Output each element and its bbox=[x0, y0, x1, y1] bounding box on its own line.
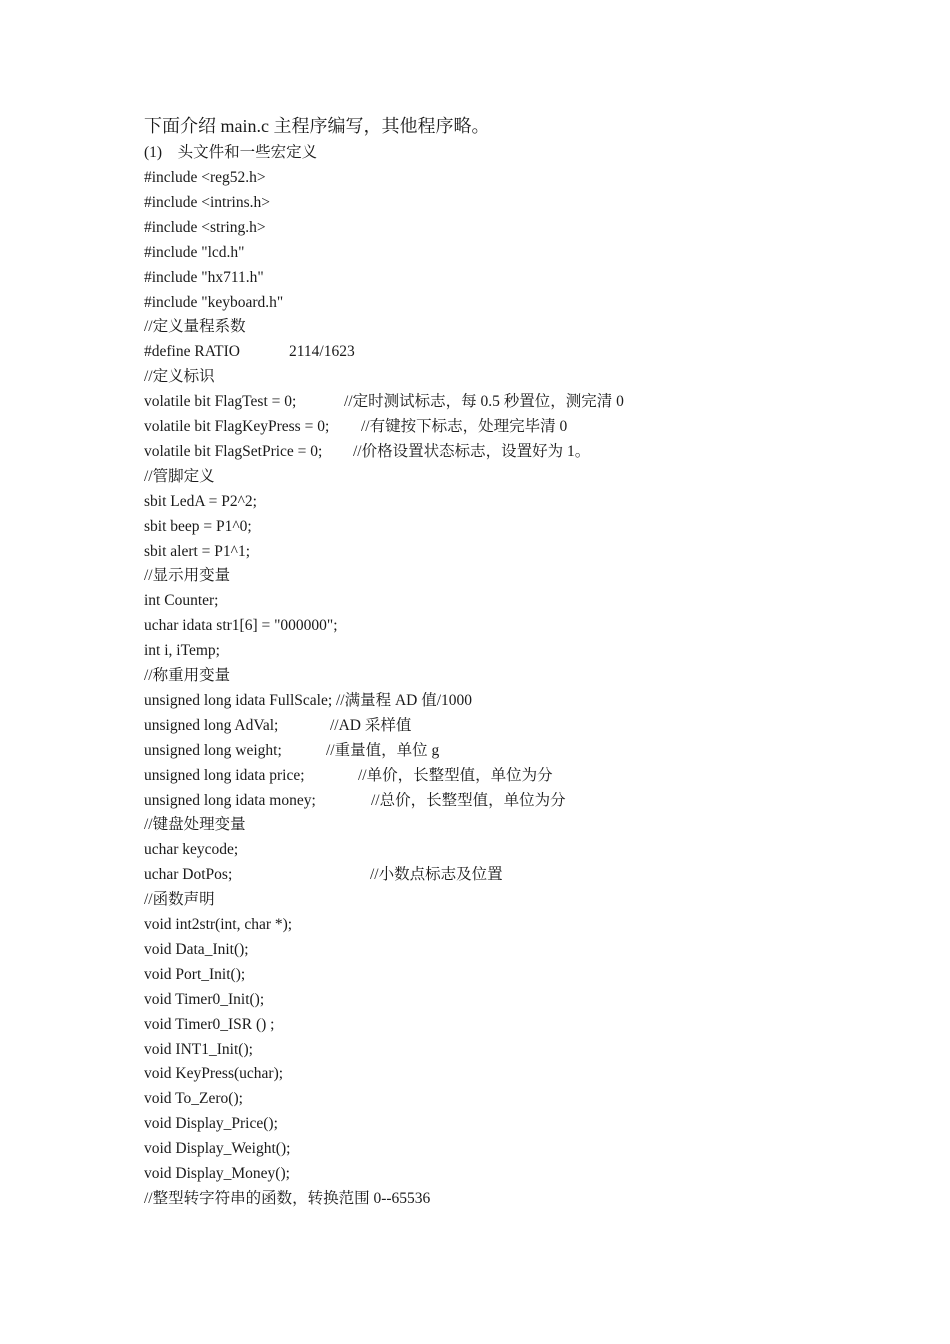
code-text: volatile bit FlagSetPrice = 0; bbox=[144, 442, 323, 460]
code-line bbox=[144, 1164, 290, 1184]
code-text: void INT1_Init(); bbox=[144, 1040, 253, 1058]
code-comment: //总价，长整型值，单位为分 bbox=[371, 791, 566, 809]
code-comment: //小数点标志及位置 bbox=[370, 866, 503, 884]
code-line bbox=[144, 1089, 243, 1109]
code-text: //管脚定义 bbox=[144, 467, 215, 485]
code-text: #include "keyboard.h" bbox=[144, 293, 284, 311]
code-text: int Counter; bbox=[144, 592, 219, 610]
code-text: void Display_Price(); bbox=[144, 1115, 278, 1133]
code-text: void KeyPress(uchar); bbox=[144, 1065, 284, 1083]
code-line bbox=[144, 641, 220, 661]
code-text: void Timer0_ISR () ; bbox=[144, 1015, 275, 1033]
code-line bbox=[144, 342, 355, 362]
code-line bbox=[144, 317, 246, 337]
code-text: unsigned long idata FullScale; //满量程 AD 值/1000 bbox=[144, 691, 473, 709]
code-line bbox=[144, 542, 250, 562]
code-text: //显示用变量 bbox=[144, 567, 231, 585]
code-text: unsigned long weight; bbox=[144, 741, 282, 759]
code-line bbox=[144, 268, 264, 288]
code-line bbox=[144, 815, 246, 835]
code-line bbox=[144, 741, 440, 761]
code-text: sbit LedA = P2^2; bbox=[144, 492, 257, 510]
code-line bbox=[144, 990, 264, 1010]
code-line bbox=[144, 392, 624, 412]
code-text: sbit beep = P1^0; bbox=[144, 517, 252, 535]
code-line bbox=[144, 1064, 283, 1084]
code-text: //函数声明 bbox=[144, 891, 215, 909]
code-line bbox=[144, 1114, 278, 1134]
code-text: unsigned long idata money; bbox=[144, 791, 316, 809]
code-line bbox=[144, 791, 566, 811]
code-text: #define RATIO bbox=[144, 343, 240, 361]
code-text: uchar keycode; bbox=[144, 841, 239, 859]
code-text: #include "lcd.h" bbox=[144, 243, 245, 261]
code-line bbox=[144, 218, 266, 238]
code-line bbox=[144, 1040, 253, 1060]
code-line bbox=[144, 293, 283, 313]
code-text: //整型转字符串的函数，转换范围 0--65536 bbox=[144, 1189, 431, 1207]
code-text: void Display_Money(); bbox=[144, 1165, 290, 1182]
code-text: //称重用变量 bbox=[144, 667, 231, 684]
code-text: uchar idata str1[6] = "000000"; bbox=[144, 617, 338, 635]
code-line bbox=[144, 666, 230, 686]
code-line bbox=[144, 766, 553, 786]
code-text: #include "hx711.h" bbox=[144, 268, 264, 286]
code-text: //定义量程系数 bbox=[144, 318, 246, 336]
code-line bbox=[144, 492, 257, 512]
code-line bbox=[144, 940, 249, 960]
code-text: #include <reg52.h> bbox=[144, 169, 266, 186]
code-line bbox=[144, 417, 568, 437]
code-line bbox=[144, 890, 215, 910]
code-text: unsigned long AdVal; bbox=[144, 716, 279, 734]
code-text: //定义标识 bbox=[144, 368, 215, 386]
code-line bbox=[144, 616, 338, 636]
code-text: int i, iTemp; bbox=[144, 642, 220, 660]
code-line bbox=[144, 168, 266, 188]
code-line bbox=[144, 591, 218, 611]
code-line bbox=[144, 840, 238, 860]
code-text: volatile bit FlagKeyPress = 0; bbox=[144, 418, 330, 435]
code-text: void To_Zero(); bbox=[144, 1090, 243, 1108]
code-line bbox=[144, 193, 270, 213]
code-line bbox=[144, 691, 472, 711]
code-line bbox=[144, 467, 215, 487]
code-text: #include <string.h> bbox=[144, 218, 266, 236]
code-text: #include <intrins.h> bbox=[144, 193, 270, 211]
code-comment: //定时测试标志，每 0.5 秒置位，测完清 0 bbox=[344, 393, 624, 411]
code-line bbox=[144, 716, 412, 736]
code-line bbox=[144, 442, 591, 462]
code-line bbox=[144, 243, 244, 263]
code-line bbox=[144, 517, 252, 537]
code-line bbox=[144, 1015, 274, 1035]
code-line bbox=[144, 915, 292, 935]
code-text: sbit alert = P1^1; bbox=[144, 542, 250, 560]
code-line bbox=[144, 1139, 290, 1159]
code-line bbox=[144, 965, 245, 985]
code-text: //键盘处理变量 bbox=[144, 816, 246, 834]
code-line bbox=[144, 367, 215, 387]
code-text: void Data_Init(); bbox=[144, 940, 249, 958]
section-title: (1) 头文件和一些宏定义 bbox=[144, 144, 318, 161]
code-text: void Port_Init(); bbox=[144, 965, 246, 983]
code-text: unsigned long idata price; bbox=[144, 766, 305, 784]
code-comment: //重量值，单位 g bbox=[326, 741, 440, 759]
code-line bbox=[144, 566, 230, 586]
code-comment: 2114/1623 bbox=[289, 343, 355, 361]
code-comment: //单价，长整型值，单位为分 bbox=[358, 766, 553, 784]
code-text: void Display_Weight(); bbox=[144, 1140, 291, 1158]
code-comment: //有键按下标志，处理完毕清 0 bbox=[361, 418, 568, 435]
code-text: void Timer0_Init(); bbox=[144, 990, 265, 1008]
code-comment: //AD 采样值 bbox=[330, 716, 412, 734]
code-text: uchar DotPos; bbox=[144, 866, 233, 884]
code-line bbox=[144, 865, 503, 885]
code-line bbox=[144, 1189, 430, 1209]
code-text: void int2str(int, char *); bbox=[144, 916, 293, 933]
code-text: volatile bit FlagTest = 0; bbox=[144, 393, 297, 411]
code-comment: //价格设置状态标志，设置好为 1。 bbox=[353, 442, 591, 460]
intro-text: 下面介绍 main.c 主程序编写，其他程序略。 bbox=[144, 116, 490, 136]
